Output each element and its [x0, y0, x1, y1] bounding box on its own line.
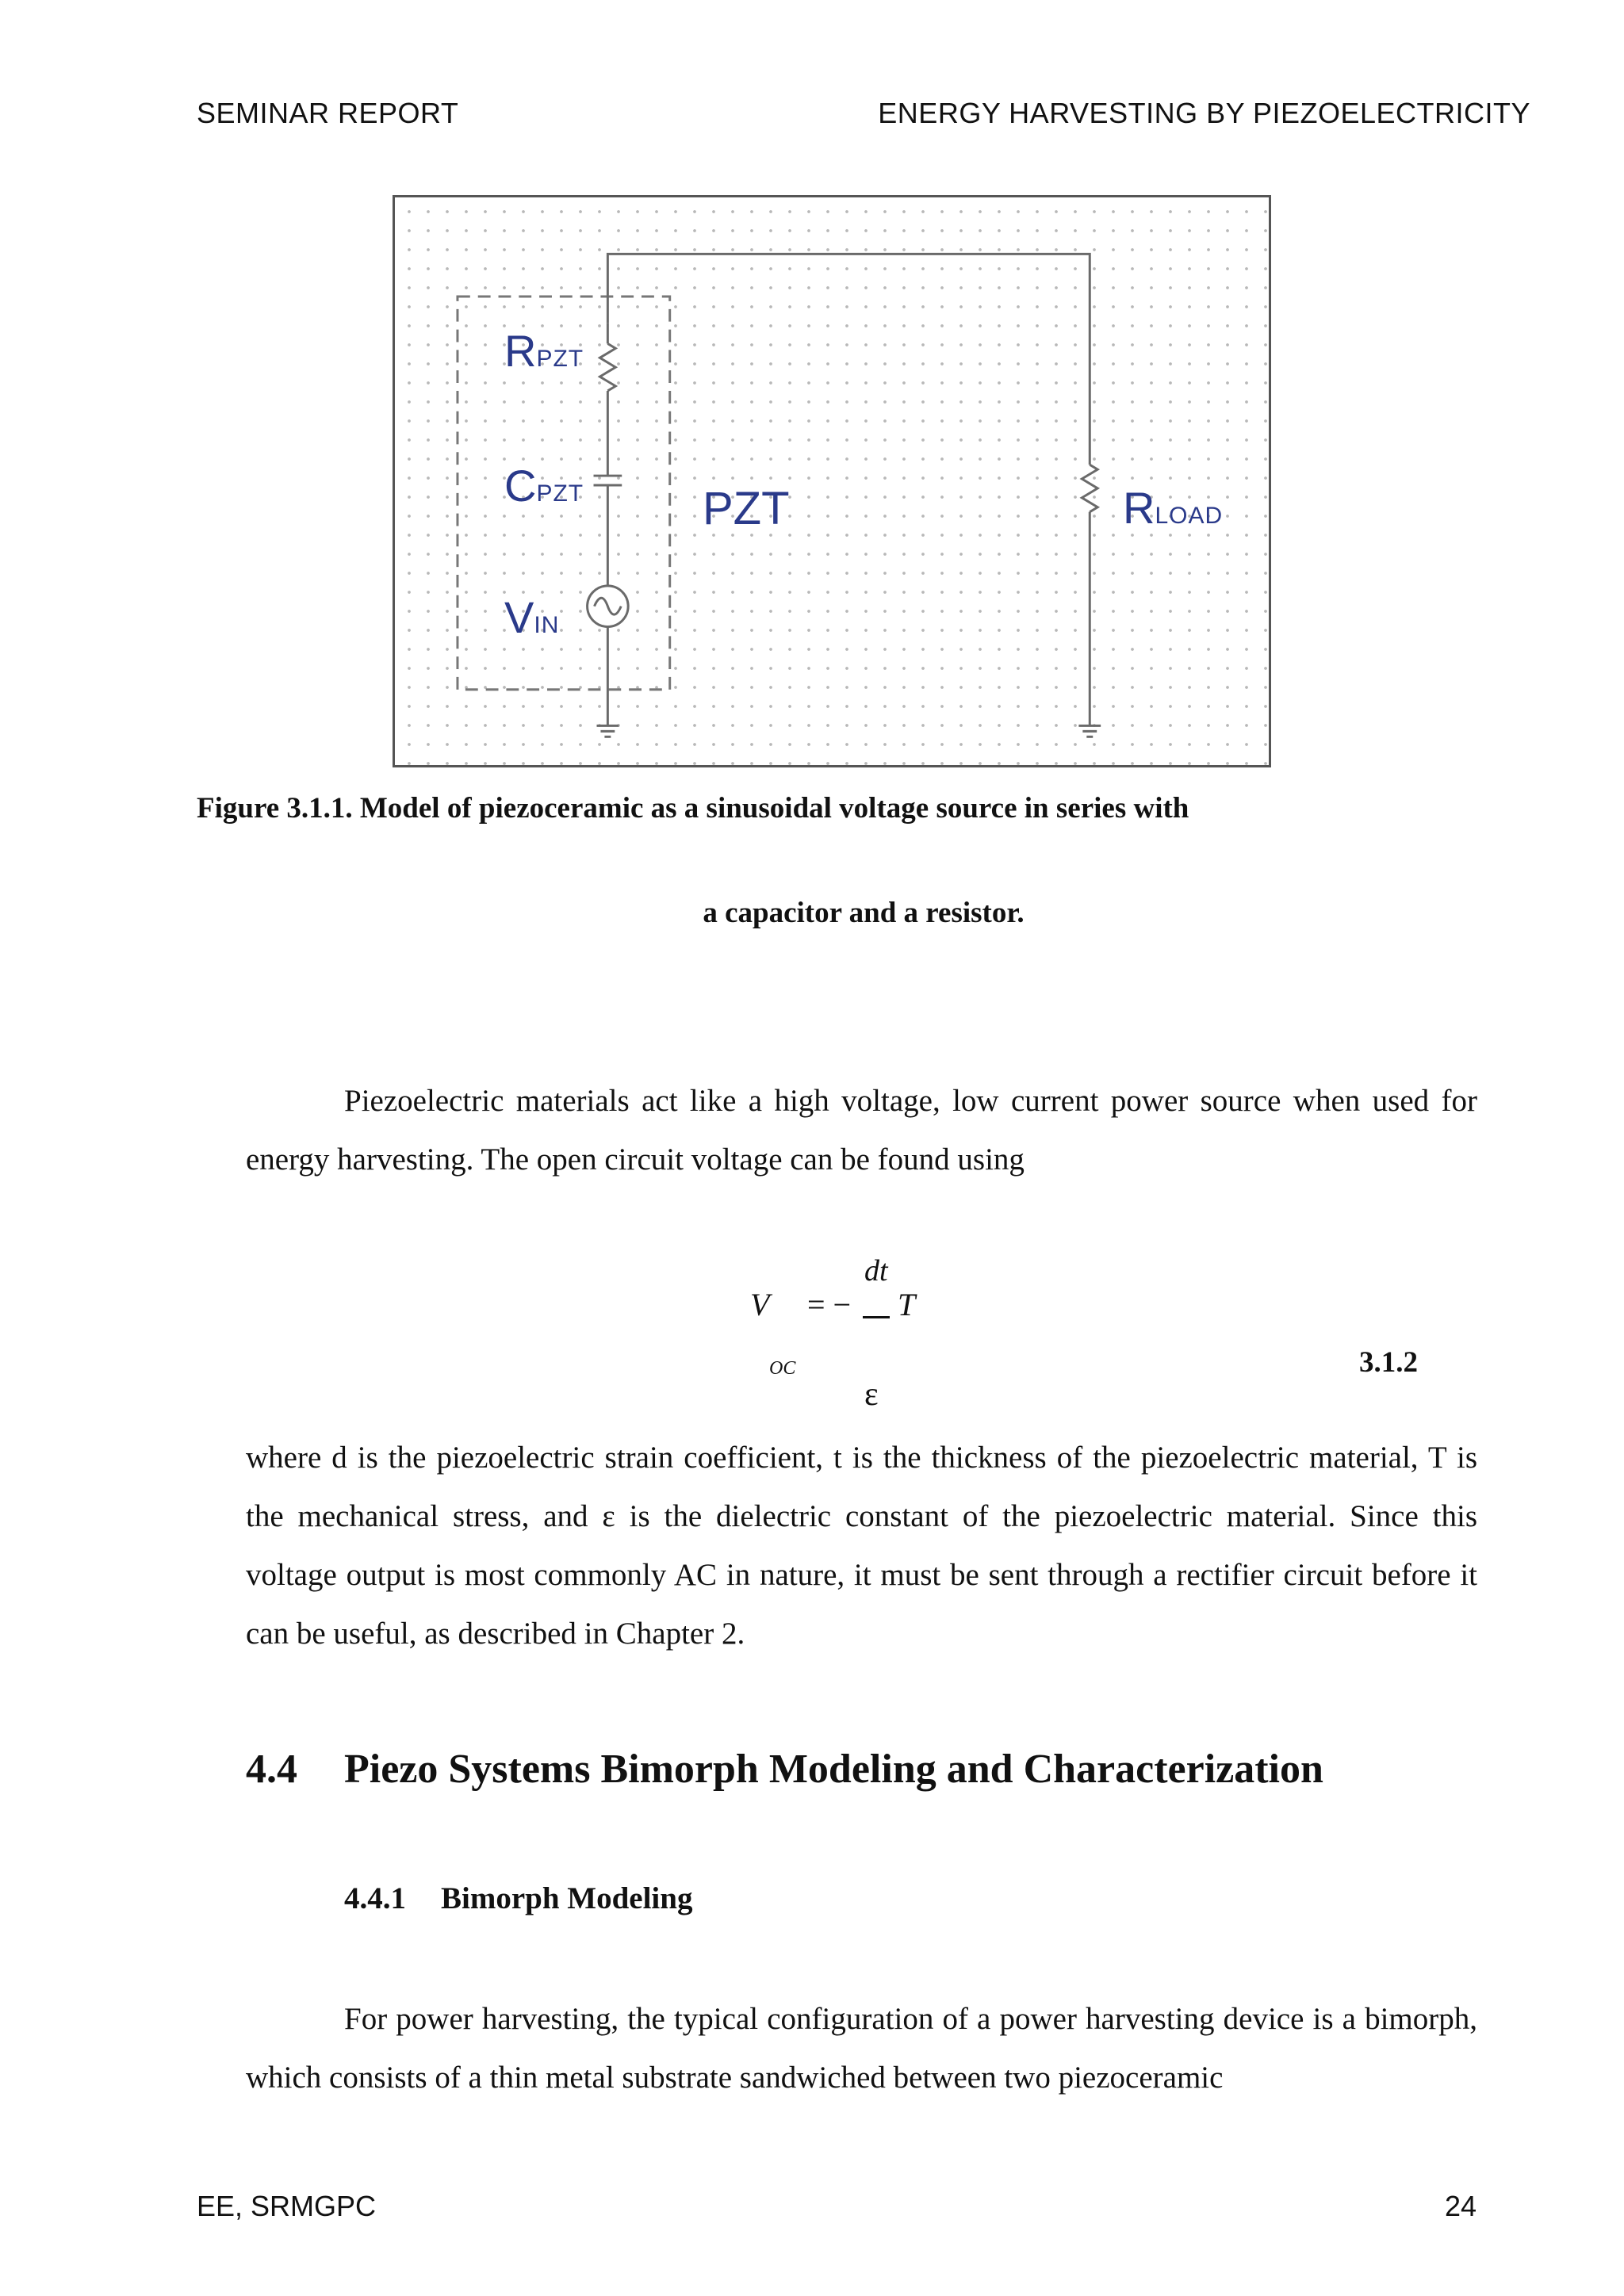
equation-equals: = −	[807, 1287, 852, 1322]
paragraph-2: where d is the piezoelectric strain coefficient, t is the thickness of the piezoelectric material, T is the mechanical stress, and ε is the dielectric constant of the piezoelectric material. Since this voltage output is most commonly AC in nature, it must be sent through a rectifier circuit before it can be useful, as described in Chapter 2.	[246, 1441, 1477, 1651]
equation-fraction-bar	[863, 1316, 890, 1318]
equation-lhs-subscript: OC	[769, 1358, 796, 1379]
equation-numerator: dt	[864, 1254, 888, 1288]
section-heading	[246, 1746, 1323, 1793]
label-cpzt: CPZT	[504, 461, 584, 511]
page-number: 24	[1444, 2190, 1477, 2222]
circuit-figure	[393, 195, 1271, 767]
label-rload: RLOAD	[1123, 483, 1224, 533]
equation-rhs: T	[898, 1287, 916, 1322]
footer-left: EE, SRMGPC	[197, 2190, 377, 2222]
section-title: Piezo Systems Bimorph Modeling and Characterization	[344, 1747, 1323, 1792]
subsection-title: Bimorph Modeling	[441, 1881, 693, 1915]
label-rpzt: RPZT	[504, 326, 584, 376]
paragraph-1-text: Piezoelectric materials act like a high voltage, low current power source when used for energy harvesting. The open circuit voltage can be found using	[246, 1084, 1477, 1177]
equation-number: 3.1.2	[1359, 1346, 1418, 1379]
header-left: SEMINAR REPORT	[197, 97, 459, 129]
top-wire	[607, 254, 1090, 465]
paragraph-1	[246, 1072, 1477, 1189]
label-vin: VIN	[504, 592, 560, 642]
subsection-heading	[344, 1881, 692, 1916]
resistor-rpzt	[599, 343, 615, 391]
paragraph-3	[246, 1990, 1477, 2107]
subsection-number: 4.4.1	[344, 1881, 406, 1915]
section-number: 4.4	[246, 1747, 297, 1792]
paragraph-3-text: For power harvesting, the typical configuration of a power harvesting device is a bimorph, which consists of a thin metal substrate sandwiched between two piezoceramic	[246, 2002, 1477, 2095]
equation-denominator: ε	[864, 1376, 879, 1413]
equation-lhs: V	[750, 1287, 770, 1322]
figure-caption-line1: Figure 3.1.1. Model of piezoceramic as a sinusoidal voltage source in series with	[197, 792, 1189, 825]
figure-caption-line2: a capacitor and a resistor.	[703, 897, 1025, 929]
header-right: ENERGY HARVESTING BY PIEZOELECTRICITY	[878, 97, 1530, 129]
resistor-rload	[1082, 465, 1097, 512]
label-pzt: PZT	[703, 483, 790, 534]
